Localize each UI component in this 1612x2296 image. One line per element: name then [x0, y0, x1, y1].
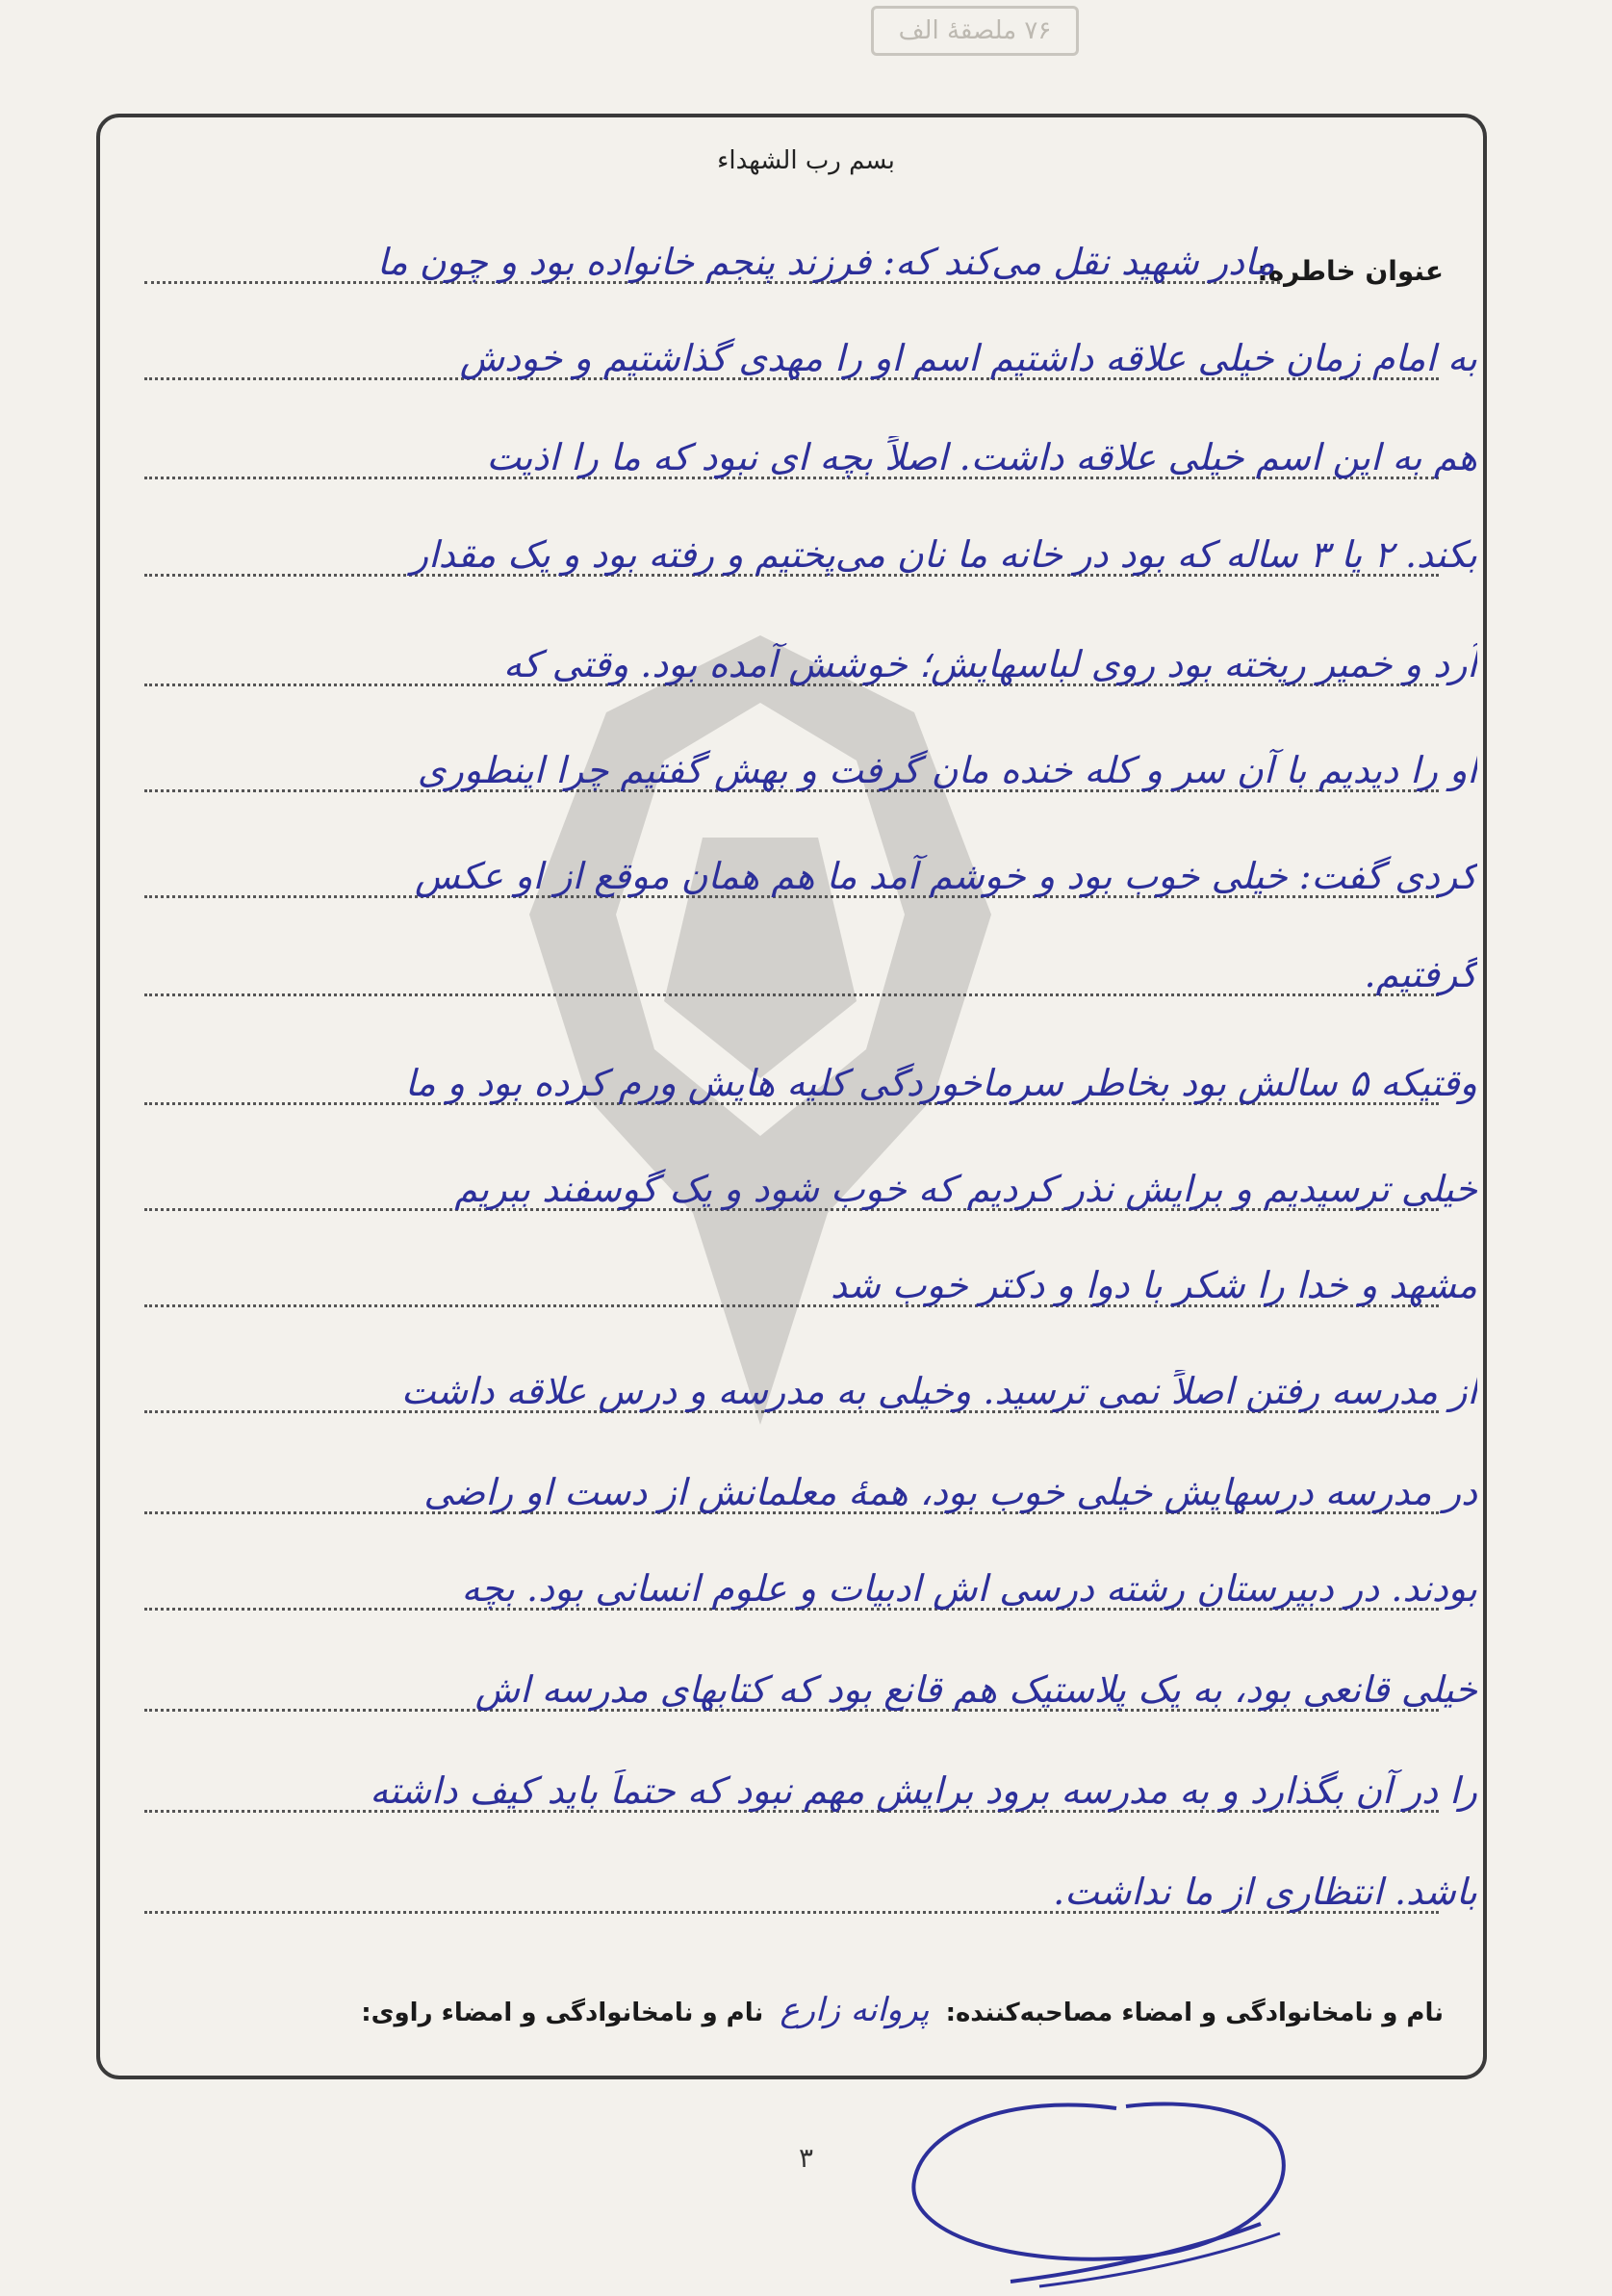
- memoir-line: بکند. ۲ یا ۳ ساله که بود در خانه ما نان می‌پختیم و رفته بود و یک مقدار: [410, 533, 1477, 576]
- memoir-line: بودند. در دبیرستان رشته درسی اش ادبیات و علوم انسانی بود. بچه: [461, 1567, 1477, 1610]
- memoir-line: باشد. انتظاری از ما نداشت.: [1053, 1870, 1477, 1913]
- archive-stamp: ۷۶ ملصقۀ الف: [871, 6, 1079, 56]
- memoir-line: از مدرسه رفتن اصلاً نمی ترسید. وخیلی به مدرسه و درس علاقه داشت: [400, 1370, 1477, 1412]
- memoir-line: او را دیدیم با آن سر و کله خنده مان گرفت و بهش گفتیم چرا اینطوری: [417, 749, 1477, 791]
- memoir-line: به امام زمان خیلی علاقه داشتیم اسم او را مهدی گذاشتیم و خودش: [459, 337, 1477, 379]
- foundation-emblem-watermark: [414, 597, 1107, 1463]
- memoir-line: خیلی قانعی بود، به یک پلاستیک هم قانع بود که کتابهای مدرسه اش: [474, 1668, 1477, 1711]
- memoir-line: را در آن بگذارد و به مدرسه برود برایش مهم نبود که حتماً باید کیف داشته: [370, 1769, 1477, 1812]
- handwritten-signature: [895, 2089, 1318, 2296]
- signature-labels: [361, 1991, 1444, 2029]
- interviewer-label: نام و نامخانوادگی و امضاء مصاحبه‌کننده:: [945, 1999, 1444, 2027]
- memoir-title-label: عنوان خاطره:: [1257, 255, 1444, 287]
- interviewer-name: پروانه زارع: [780, 1991, 930, 2029]
- page-number: ۳: [798, 2142, 814, 2174]
- memoir-line: مادر شهید نقل می‌کند که: فرزند پنجم خانواده بود و چون ما: [376, 241, 1275, 283]
- memoir-line: وقتیکه ۵ سالش بود بخاطر سرماخوردگی کلیه هایش ورم کرده بود و ما: [404, 1062, 1477, 1104]
- narrator-label: نام و نامخانوادگی و امضاء راوی:: [361, 1999, 764, 2027]
- memoir-line: گرفتیم.: [1364, 953, 1477, 995]
- memoir-line: در مدرسه درسهایش خیلی خوب بود، همهٔ معلمانش از دست او راضی: [423, 1471, 1477, 1513]
- memoir-line: مشهد و خدا را شکر با دوا و دکتر خوب شد: [830, 1264, 1477, 1306]
- header-basmala: بسم رب الشهداء: [717, 146, 895, 175]
- memoir-line: هم به این اسم خیلی علاقه داشت. اصلاً بچه ای نبود که ما را اذیت: [486, 436, 1477, 478]
- memoir-line: کردی گفت: خیلی خوب بود و خوشم آمد ما هم همان موقع از او عکس: [414, 855, 1477, 897]
- memoir-line: آرد و خمیر ریخته بود روی لباسهایش؛ خوشش آمده بود. وقتی که: [503, 643, 1477, 685]
- memoir-line: خیلی ترسیدیم و برایش نذر کردیم که خوب شود و یک گوسفند ببریم: [454, 1168, 1477, 1210]
